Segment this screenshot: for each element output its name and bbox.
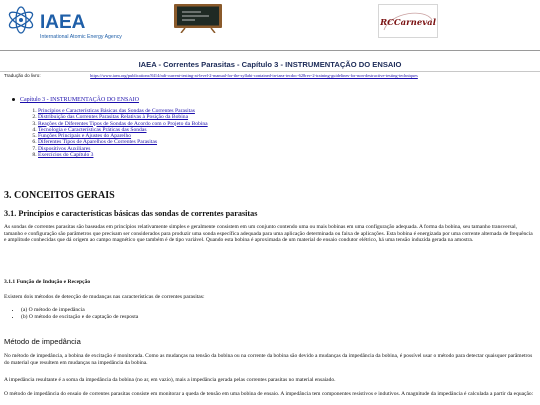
function-heading: 3.1.1 Função de Indução e Recepção (4, 279, 91, 285)
iaea-logo-tagline: International Atomic Energy Agency (40, 34, 122, 40)
methods-intro: Existem dois métodos de detecção de mudanças nas características de correntes parasitas: (4, 294, 205, 300)
intro-paragraph: As sondas de correntes parasitas são baseadas em princípios relativamente simples e geralmente consistem em um conjunto contendo uma ou mais bobinas em uma configuração adequada. A forma da bobina, seu tamanho transversal, tamanho e configuração são parâmetros que precisam ser considerados para produzir uma sonda específica adequada para uma aplicação determinada ou faixa de aplicações. Esta bobina é energizada por uma corrente alternada de frequência e amplitude conhecidas que dá origem ao campo magnético que também é de tipo variável. Quando esta bobina é aproximada de um material de ensaio condutor elétrico, há uma tensão induzida gerada na amostra. (4, 224, 533, 244)
toc-link-4[interactable]: Tecnologia e Características Práticas das Sondas (38, 126, 147, 133)
toc-link-1[interactable]: Princípios e Características Básicas das Sondas de Correntes Parasitas (38, 108, 195, 114)
toc-link-5[interactable]: Funções Principais e Ajustes do Aparelho (38, 133, 132, 140)
toc-link-2[interactable]: Distribuição das Correntes Parasitas Relativas à Posição da Bobina (38, 114, 189, 121)
chalkboard-icon (173, 3, 223, 33)
title-divider (0, 71, 540, 72)
toc-item (38, 152, 208, 158)
impedance-paragraph-2: A impedância resultante é a soma da impedância da bobina (no ar, em vazio), mais a impedância gerada pelas correntes parasitas no material ensaiado. (4, 377, 336, 383)
subsection-heading: 3.1. Princípios e características básicas das sondas de correntes parasitas (4, 209, 258, 218)
toc-link-8[interactable]: Exercícios do Capítulo 3 (38, 152, 94, 159)
impedance-paragraph-3: O método de impedância do ensaio de correntes parasitas consiste em monitorar a queda de tensão em uma bobina de ensaio. A impedância tem componentes resistivos e indutivos. A magnitude da impedância é calculada a partir da equação: (4, 391, 534, 397)
method-item-b: • (b) O método de excitação e de captação de resposta (21, 314, 138, 321)
bullet-icon (12, 98, 15, 101)
toc-link-7[interactable]: Dispositivos Auxiliares (38, 145, 91, 152)
impedance-paragraph-1: No método de impedância, a bobina de excitação é monitorada. Como as mudanças na tensão da bobina ou na corrente da bobina são devido a mudanças da impedância da bobina, é possível usar o método para detectar quaisquer parâmetros do material que resultem em mudanças na impedância da bobina. (4, 353, 533, 366)
iaea-logo (4, 5, 134, 41)
toc-list (25, 108, 208, 158)
toc-link-3[interactable]: Reações de Diferentes Tipos de Sondas de Acordo com o Projeto da Bobina (38, 120, 208, 127)
toc-chapter (12, 97, 139, 103)
header-divider (0, 50, 540, 51)
impedance-heading: Método de impedância (4, 337, 81, 346)
methods-list (10, 307, 138, 321)
rc-logo-text: RCCarneval (380, 18, 436, 28)
source-link[interactable]: https://www.iaea.org/publications/8414/ndt-current-testing-at-level-2-manual-for-the-syllabi-contained-in-iaea-tecdoc-628rev-2-training-guidelines-for-non-destructive-testing-techniques (90, 73, 418, 78)
source-label: Tradução do livro: (4, 73, 41, 78)
rc-carneval-logo (378, 4, 438, 38)
toc-chapter-link[interactable]: Capítulo 3 - INSTRUMENTAÇÃO DO ENSAIO (20, 97, 140, 103)
method-item-a: • (a) O método de impedância (21, 307, 138, 314)
page-title: IAEA - Correntes Parasitas - Capítulo 3 - INSTRUMENTAÇÃO DO ENSAIO (138, 60, 402, 69)
section-heading: 3. CONCEITOS GERAIS (4, 190, 115, 201)
toc-link-6[interactable]: Diferentes Tipos de Aparelhos de Correntes Parasitas (38, 139, 158, 146)
iaea-logo-name: IAEA (40, 12, 86, 33)
